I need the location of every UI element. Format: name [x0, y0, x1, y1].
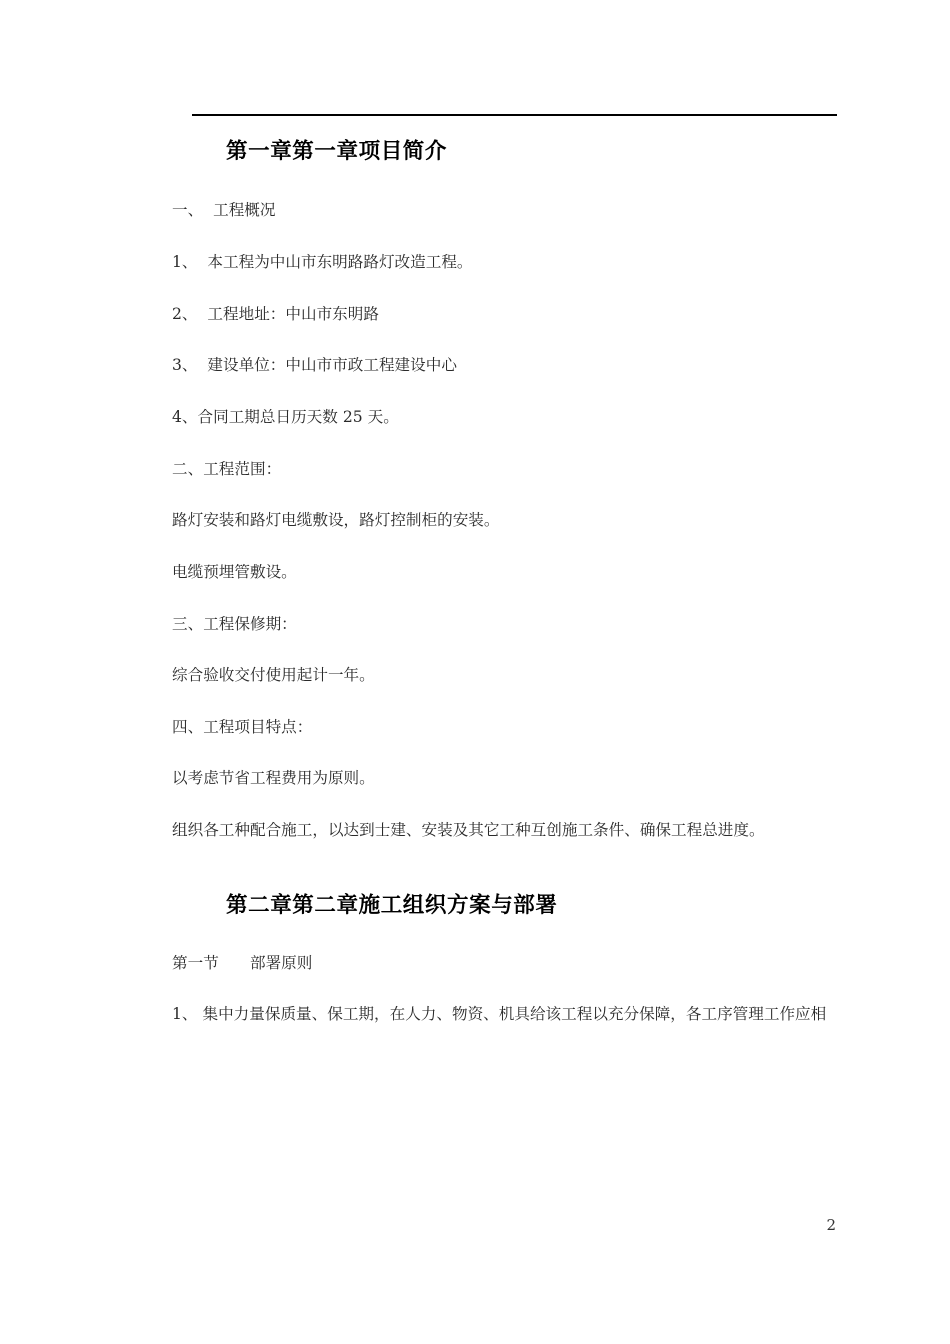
paragraph-feature-coordination: 组织各工种配合施工，以达到士建、安装及其它工种互创施工条件、确保工程总进度。: [172, 821, 765, 840]
paragraph-section-four-features-title: 四、工程项目特点：: [172, 717, 313, 736]
header-rule-divider: [192, 114, 837, 116]
paragraph-item-3-construction-unit: 3、 建设单位：中山市市政工程建设中心: [172, 356, 457, 375]
paragraph-section-three-warranty-title: 三、工程保修期：: [172, 614, 297, 633]
paragraph-section-one-deployment-principles-title: 第一节 部署原则: [172, 953, 313, 972]
paragraph-feature-cost-principle: 以考虑节省工程费用为原则。: [172, 769, 375, 788]
paragraph-item-1-project-name: 1、 本工程为中山市东明路路灯改造工程。: [172, 252, 473, 271]
chapter-one-heading-block: [172, 130, 862, 198]
chapter-one-title: 第一章第一章项目简介: [226, 139, 448, 164]
paragraph-warranty-period: 综合验收交付使用起计一年。: [172, 666, 375, 685]
chapter-two-title: 第二章第二章施工组织方案与部署: [226, 893, 558, 919]
paragraph-deployment-item-1: 1、 集中力量保质量、保工期，在人力、物资、机具给该工程以充分保障，各工序管理工作应相: [172, 1005, 827, 1024]
paragraph-scope-streetlight-install: 路灯安装和路灯电缆敷设，路灯控制柜的安装。: [172, 511, 500, 530]
paragraph-section-two-scope-title: 二、工程范围：: [172, 459, 282, 478]
paragraph-scope-cable-conduit: 电缆预埋管敷设。: [172, 562, 297, 581]
paragraph-item-4-contract-duration: 4、合同工期总日历天数 25 天。: [172, 407, 399, 426]
page-number: 2: [826, 1216, 836, 1234]
paragraph-engineering-overview: 一、 工程概况: [172, 201, 276, 220]
paragraph-item-2-project-address: 2、 工程地址：中山市东明路: [172, 304, 379, 323]
chapter-two-heading-block: [172, 842, 862, 950]
document-content: [172, 130, 862, 1026]
